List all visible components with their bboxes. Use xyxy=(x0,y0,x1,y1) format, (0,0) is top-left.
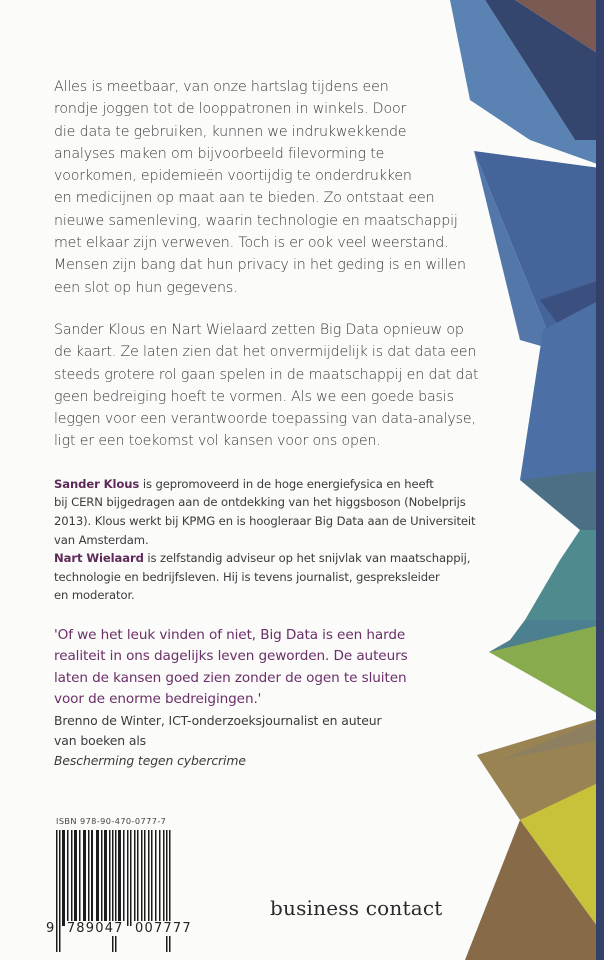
text-line: 2013). Klous werkt bij KPMG en is hoogleraar Big Data aan de Universiteit xyxy=(54,513,476,528)
back-cover-text xyxy=(54,76,484,771)
barcode-digit-group-1: 789047 xyxy=(66,921,124,936)
text-fragment: is gepromoveerd in de hoge energiefysica en heeft xyxy=(139,476,434,491)
text-line: technologie en bedrijfsleven. Hij is tevens journalist, gespreksleider xyxy=(54,569,440,584)
attribution-line-2 xyxy=(54,731,484,771)
bio-author2-first-line xyxy=(54,549,484,568)
text-line: van Amsterdam. xyxy=(54,532,149,547)
barcode-digit-first: 9 xyxy=(46,921,56,936)
bio-author1-first-line xyxy=(54,475,484,494)
author-bios xyxy=(54,475,484,605)
text-line: voorkomen, epidemieën voortijdig te onderdrukken xyxy=(54,168,412,185)
text-line: een slot op hun gegevens. xyxy=(54,279,238,296)
blurb-paragraph-1 xyxy=(54,76,484,299)
text-line: en moderator. xyxy=(54,588,135,603)
text-line: nieuwe samenleving, waarin technologie en maatschappij xyxy=(54,212,458,229)
text-line: de kaart. Ze laten zien dat het onvermijdelijk is dat data een xyxy=(54,344,477,361)
text-line: Mensen zijn bang dat hun privacy in het geding is en willen xyxy=(54,257,466,274)
text-line: geen bedreiging hoeft te vormen. Als we een goede basis xyxy=(54,388,454,405)
author2-name: Nart Wielaard xyxy=(54,551,144,566)
text-line: Sander Klous en Nart Wielaard zetten Big Data opnieuw op xyxy=(54,321,464,338)
text-line: realiteit in ons dagelijks leven geworden. De auteurs xyxy=(54,648,408,665)
blurb-paragraph-2 xyxy=(54,319,484,453)
text-line: ligt er een toekomst vol kansen voor ons open. xyxy=(54,433,381,450)
text-line: Alles is meetbaar, van onze hartslag tijdens een xyxy=(54,79,389,95)
book-title: Bescherming tegen cybercrime xyxy=(54,752,246,768)
publisher-logo: business contact xyxy=(270,896,443,920)
text-line: met elkaar zijn verweven. Toch is er ook veel weerstand. xyxy=(54,235,449,252)
text-line: voor de enorme bedreigingen.' xyxy=(54,691,262,708)
text-line: rondje joggen tot de looppatronen in winkels. Door xyxy=(54,101,407,118)
text-line: leggen voor een verantwoorde toepassing van data-analyse, xyxy=(54,411,476,428)
author1-name: Sander Klous xyxy=(54,476,140,491)
quote-attribution xyxy=(54,711,484,771)
endorsement-quote xyxy=(54,625,484,711)
barcode-digit-group-2: 007777 xyxy=(135,921,192,936)
isbn-label: ISBN 978-90-470-0777-7 xyxy=(56,816,167,826)
text-line: bij CERN bijgedragen aan de ontdekking van het higgsboson (Nobelprijs xyxy=(54,495,466,510)
text-fragment: van boeken als xyxy=(54,732,147,748)
text-line: laten de kansen goed zien zonder de ogen te sluiten xyxy=(54,669,407,686)
text-line: steeds grotere rol gaan spelen in de maatschappij en dat dat xyxy=(54,366,479,383)
text-line: 'Of we het leuk vinden of niet, Big Data is een harde xyxy=(54,626,406,643)
text-line: analyses maken om bijvoorbeeld filevorming te xyxy=(54,145,385,162)
text-fragment: is zelfstandig adviseur op het snijvlak van maatschappij, xyxy=(143,551,471,566)
text-line: en medicijnen op maat aan te bieden. Zo ontstaat een xyxy=(54,190,435,207)
barcode-number xyxy=(45,921,193,936)
text-line: die data te gebruiken, kunnen we indrukwekkende xyxy=(54,123,407,140)
text-line: Brenno de Winter, ICT-onderzoeksjournalist en auteur xyxy=(54,712,382,728)
